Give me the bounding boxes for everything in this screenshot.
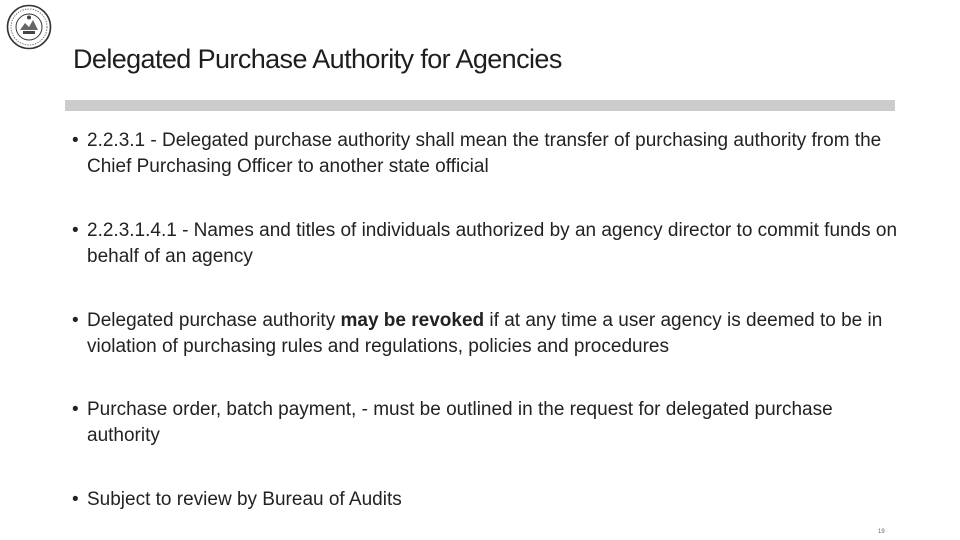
bullet-item xyxy=(72,487,902,513)
bullet-item xyxy=(72,128,902,180)
bullet-text-end: if at any time a user agency is deemed to be in violation of purchasing rules and regulations, policies and procedures xyxy=(87,310,883,357)
bullet-text-start: Delegated purchase authority xyxy=(87,310,341,331)
bullet-text-emphasis: may be revoked xyxy=(340,310,485,331)
bullet-item xyxy=(72,308,902,360)
page-number: 19 xyxy=(878,529,885,535)
title-underline-bar xyxy=(65,100,895,111)
bullet-marker: • xyxy=(72,310,79,331)
state-seal-icon xyxy=(6,4,52,50)
slide-title: Delegated Purchase Authority for Agencies xyxy=(73,44,562,74)
bullet-text: Subject to review by Bureau of Audits xyxy=(87,489,402,510)
bullet-text: Purchase order, batch payment, - must be outlined in the request for delegated purchase authority xyxy=(87,399,833,446)
bullet-item xyxy=(72,218,902,270)
bullet-marker: • xyxy=(72,130,79,151)
bullet-text: 2.2.3.1.4.1 - Names and titles of individuals authorized by an agency director to commit funds on behalf of an agency xyxy=(87,220,898,267)
bullet-item xyxy=(72,397,902,449)
bullet-marker: • xyxy=(72,220,79,241)
bullet-marker: • xyxy=(72,489,79,510)
bullet-text: 2.2.3.1 - Delegated purchase authority shall mean the transfer of purchasing authority from the Chief Purchasing Officer to another state official xyxy=(87,130,882,177)
bullet-marker: • xyxy=(72,399,79,420)
